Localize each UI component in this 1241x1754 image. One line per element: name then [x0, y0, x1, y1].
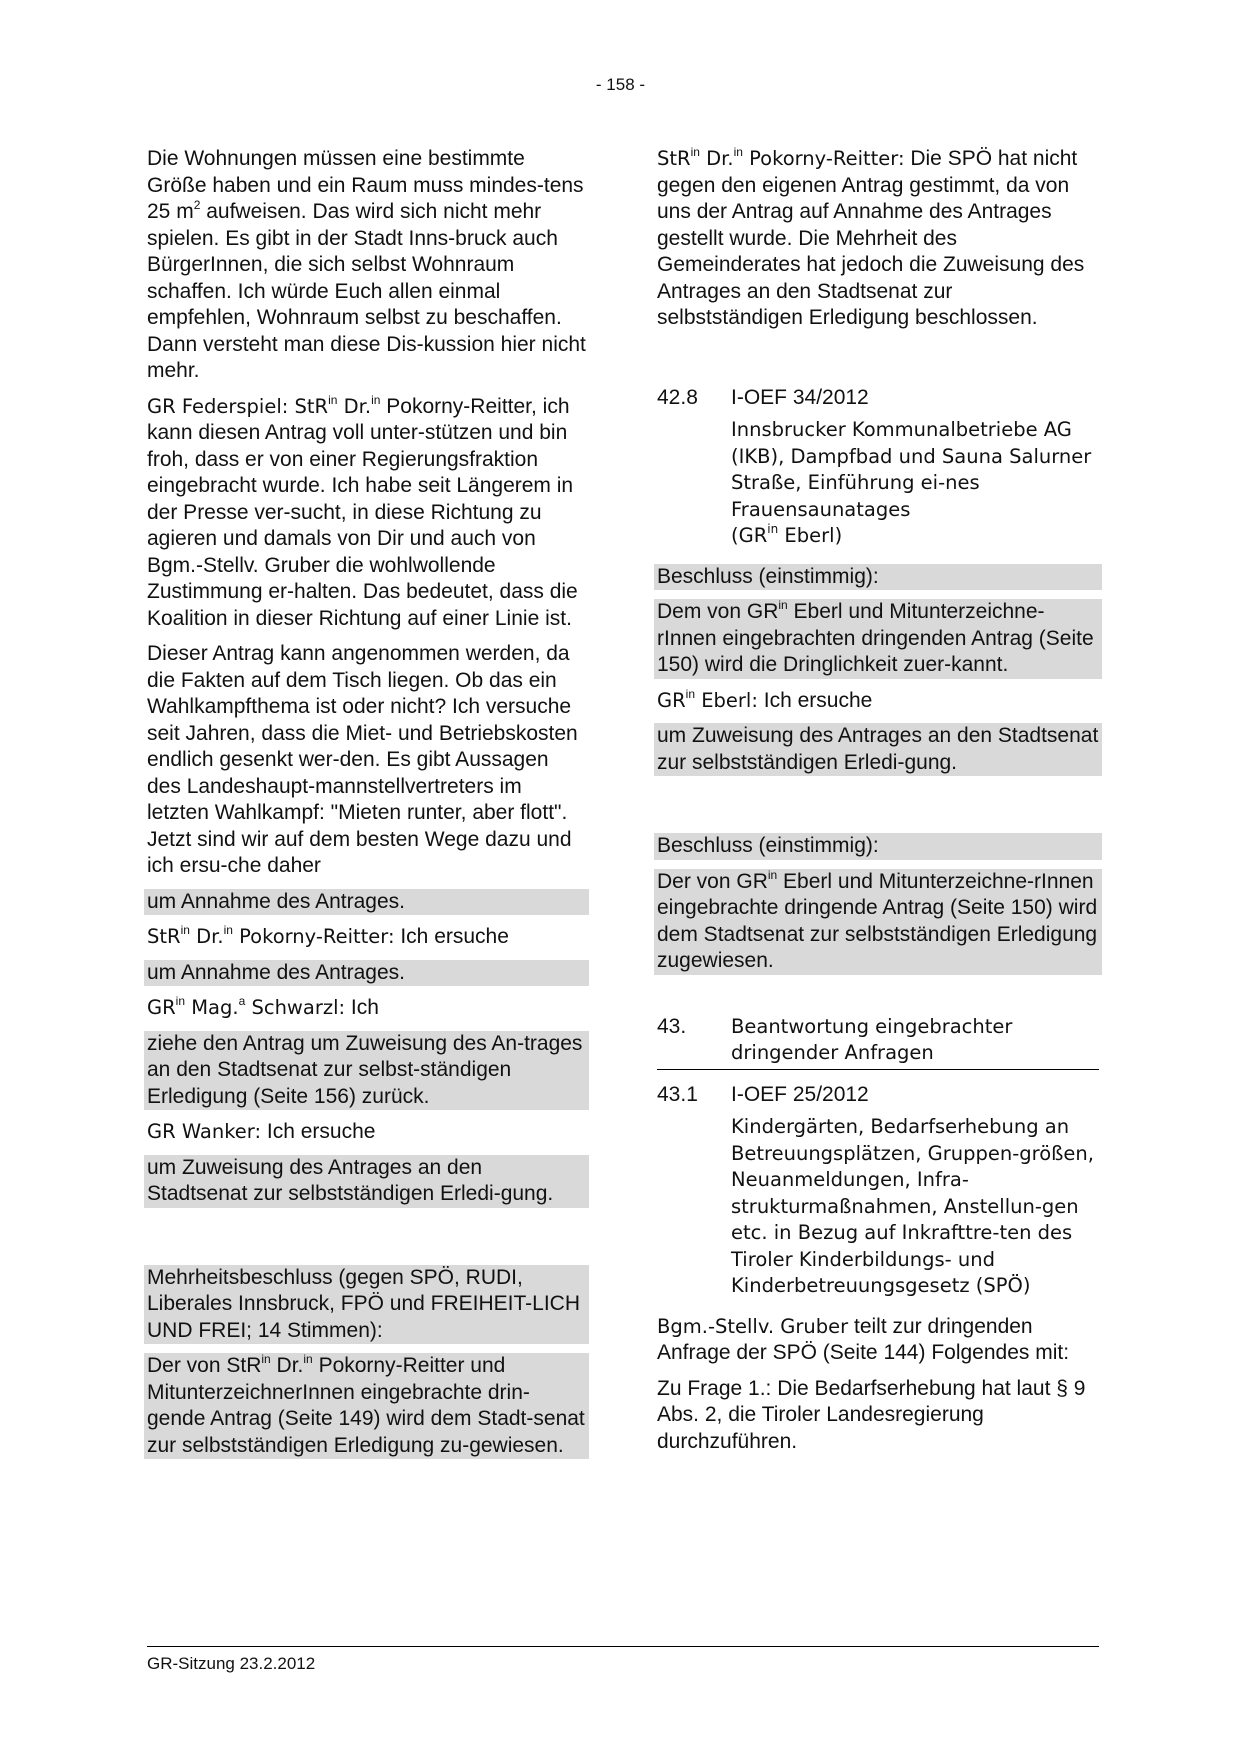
speech-eberl: $GR^{in}$ Eberl: Ich ersuche	[657, 686, 873, 712]
left-column	[147, 146, 586, 1468]
motion-box: ziehe den Antrag um Zuweisung des An-trages an den Stadtsenat zur selbst-ständigen Erledigung (Seite 156) zurück.	[144, 1031, 589, 1111]
speech-pokorny: StR$^{in}$ Dr.$^{in}$ Pokorny-Reitter: Ich ersuche	[147, 923, 509, 948]
speech-federspiel: GR Federspiel: StR$^{in}$ Dr.$^{in}$ Pokorny-Reitter, ich kann diesen Antrag voll unter-stützen und bin froh, dass er von einer Regierungsfraktion eingebracht wurde. Ich habe seit Längerem in der Presse ver-sucht, in diese Richtung zu agieren und damals von Dir und auch von Bgm.-Stellv. Gruber die wohlwollende Zustimmung er-halten. Das bedeutet, dass die Koalition in dieser Richtung auf einer Linie ist.	[147, 392, 578, 630]
right-column	[657, 146, 1099, 1464]
motion-box: um Annahme des Antrages.	[144, 889, 589, 916]
resolution-heading: Mehrheitsbeschluss (gegen SPÖ, RUDI, Liberales Innsbruck, FPÖ und FREIHEIT-LICH UND FREI; 14 Stimmen):	[144, 1265, 589, 1345]
motion-box: um Annahme des Antrages.	[144, 960, 589, 987]
speech-wanker: GR Wanker: Ich ersuche	[147, 1120, 376, 1143]
footer-text: GR-Sitzung 23.2.2012	[147, 1654, 316, 1673]
agenda-item-title: Innsbrucker Kommunalbetriebe AG (IKB), Dampfbad und Sauna Salurner Straße, Einführung ei-nes Frauensaunatages ($GR^{in}$ Eberl)	[731, 418, 1092, 547]
paragraph: Zu Frage 1.: Die Bedarfserhebung hat laut § 9 Abs. 2, die Tiroler Landesregierung durchzuführen.	[657, 1376, 1086, 1453]
paragraph: Dieser Antrag kann angenommen werden, da die Fakten auf dem Tisch liegen. Ob das ein Wahlkampfthema ist oder nicht? Ich versuche seit Jahren, dass die Miet- und Betriebskosten endlich gesenkt wer-den. Es gibt Aussagen des Landeshaupt-mannstellvertreters im letzten Wahlkampf: "Mieten runter, aber flott". Jetzt sind wir auf dem besten Wege dazu und ich ersu-che daher	[147, 642, 578, 877]
paragraph: Die Wohnungen müssen eine bestimmte Größe haben und ein Raum muss mindes-tens 25 $m^2$ aufweisen. Das wird sich nicht mehr spielen. Es gibt in der Stadt Inns-bruck auch BürgerInnen, die sich selbst Wohnraum schaffen. Ich würde Euch allen einmal empfehlen, Wohnraum selbst zu beschaffen. Dann versteht man diese Dis-kussion hier nicht mehr.	[147, 147, 586, 382]
section-43-heading: 43. Beantwortung eingebrachter dringender Anfragen	[657, 1014, 1099, 1070]
resolution-heading: Beschluss (einstimmig):	[654, 564, 1102, 591]
resolution-text: Dem von $GR^{in}$ Eberl und Mitunterzeichne-rInnen eingebrachten dringenden Antrag (Seite 150) wird die Dringlichkeit zuer-kannt.	[654, 599, 1102, 679]
resolution-text: Der von StR$^{in}$ Dr.$^{in}$ Pokorny-Reitter und MitunterzeichnerInnen eingebrachte drin-gende Antrag (Seite 149) wird dem Stadt-senat zur selbstständigen Erledigung zu-gewiesen.	[144, 1353, 589, 1459]
resolution-text: Der von $GR^{in}$ Eberl und Mitunterzeichne-rInnen eingebrachte dringende Antrag (Seite 150) wird dem Stadtsenat zur selbstständigen Erledigung zugewiesen.	[654, 869, 1102, 975]
page-number: - 158 -	[595, 75, 646, 94]
agenda-item-42-8: 42.8 I-OEF 34/2012	[657, 385, 869, 409]
agenda-item-43-1: 43.1 I-OEF 25/2012	[657, 1082, 869, 1106]
motion-box: um Zuweisung des Antrages an den Stadtsenat zur selbstständigen Erledi-gung.	[654, 723, 1102, 776]
speech-schwarzl: $GR^{in}$ Mag.$^a$ Schwarzl: Ich	[147, 994, 379, 1019]
agenda-item-title: Kindergärten, Bedarfserhebung an Betreuungsplätzen, Gruppen-größen, Neuanmeldungen, Infra-strukturmaßnahmen, Anstellun-gen etc. in Bezug auf Inkrafttre-ten des Tiroler Kinderbildungs- und Kinderbetreuungsgesetz (SPÖ)	[731, 1115, 1094, 1297]
footer-rule	[147, 1646, 1099, 1647]
speech-pokorny-right: StR$^{in}$ Dr.$^{in}$ Pokorny-Reitter: Die SPÖ hat nicht gegen den eigenen Antrag gestimmt, da von uns der Antrag auf Annahme des Antrages gestellt wurde. Die Mehrheit des Gemeinderates hat jedoch die Zuweisung des Antrages an den Stadtsenat zur selbstständigen Erledigung beschlossen.	[657, 145, 1085, 329]
motion-box: um Zuweisung des Antrages an den Stadtsenat zur selbstständigen Erledi-gung.	[144, 1155, 589, 1208]
resolution-heading: Beschluss (einstimmig):	[654, 833, 1102, 860]
speech-gruber: Bgm.-Stellv. Gruber teilt zur dringenden Anfrage der SPÖ (Seite 144) Folgendes mit:	[657, 1314, 1070, 1364]
